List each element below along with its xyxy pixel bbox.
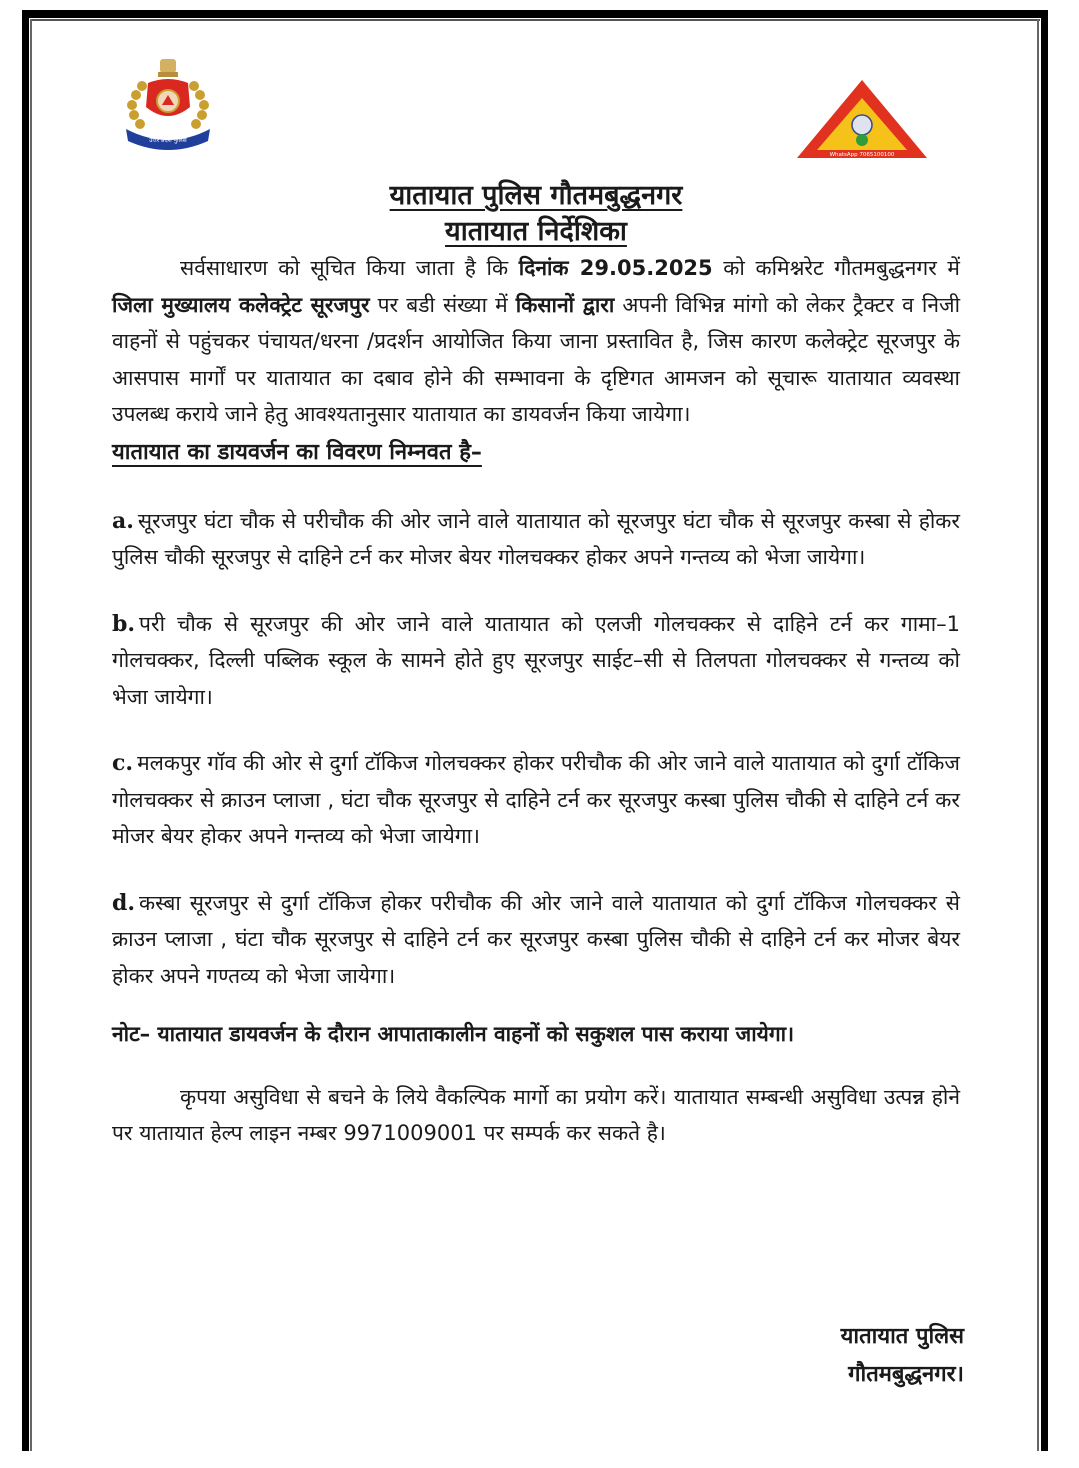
closing-text-2: पर सम्पर्क कर सकते है। (476, 1121, 666, 1145)
note-paragraph: नोट– यातायात डायवर्जन के दौरान आपाताकालीन वाहनों को सकुशल पास कराया जायेगा। (112, 1022, 795, 1046)
document-border-right (1041, 10, 1048, 1451)
document-border-left-inner (30, 19, 32, 1451)
diversion-item-b (112, 606, 960, 716)
intro-text-2: को कमिश्नरेट गौतमबुद्धनगर में (712, 256, 960, 280)
item-text: परी चौक से सूरजपुर की ओर जाने वाले यातायात को एलजी गोलचक्कर से दाहिने टर्न कर गामा–1 गोलचक्कर, दिल्ली पब्लिक स्कूल के सामने होते हुए सूरजपुर साईट–सी से तिलपता गोलचक्कर से गन्तव्य को भेजा जायेगा। (112, 611, 960, 709)
document-body (112, 178, 960, 1152)
document-border-top (22, 10, 1048, 18)
signature-block (841, 1318, 964, 1394)
intro-text-1: सर्वसाधारण को सूचित किया जाता है कि (180, 256, 519, 280)
signature-line-1: यातायात पुलिस (840, 1324, 964, 1349)
intro-text-3: पर बडी संख्या में (369, 292, 516, 317)
diversion-item-d (112, 885, 960, 995)
document-border-right-inner (1037, 19, 1039, 1451)
diversion-heading: यातायात का डायवर्जन का विवरण निम्नवत है– (112, 439, 482, 465)
item-text: सूरजपुर घंटा चौक से परीचौक की ओर जाने वाले यातायात को सूरजपुर घंटा चौक से सूरजपुर कस्बा से होकर पुलिस चौकी सूरजपुर से दाहिने टर्न कर मोजर बेयर गोलचक्कर होकर अपने गन्तव्य को भेजा जायेगा। (112, 508, 960, 569)
page-subtitle-text: यातायात निर्देशिका (445, 216, 627, 247)
item-label: a. (112, 507, 134, 534)
closing-text-1: कृपया असुविधा से बचने के लिये वैकल्पिक मार्गो का प्रयोग करें। यातायात सम्बन्धी असुविधा उत्पन्न होने पर यातायात हेल्प लाइन नम्बर (112, 1084, 960, 1145)
up-traffic-police-logo-icon (795, 78, 929, 160)
signature-line-2: गौतमबुद्धनगर। (848, 1362, 964, 1387)
venue: जिला मुख्यालय कलेक्ट्रेट सूरजपुर (112, 292, 370, 317)
diversion-item-c (112, 745, 960, 855)
document-border-top-inner (30, 19, 1040, 21)
item-label: c. (112, 750, 134, 776)
whatsapp-number-text: WhatsApp 7065100100 (829, 152, 895, 158)
emblem-ribbon-text: उत्तर प्रदेश पुलिस (149, 137, 187, 144)
page-title (112, 178, 960, 214)
item-text: कस्बा सूरजपुर से दुर्गा टॉकिज होकर परीचौक की ओर जाने वाले यातायात को दुर्गा टॉकिज गोलचक्कर से क्राउन प्लाजा , घंटा चौक सूरजपुर से दाहिने टर्न कर सूरजपुर कस्बा पुलिस चौकी से दाहिने टर्न कर मोजर बेयर होकर अपने गण्तव्य को भेजा जायेगा। (112, 890, 960, 988)
item-text: मलकपुर गॉव की ओर से दुर्गा टॉकिज गोलचक्कर होकर परीचौक की ओर जाने वाले यातायात को दुर्गा टॉकिज गोलचक्कर से क्राउन प्लाजा , घंटा चौक सूरजपुर से दाहिने टर्न कर सूरजपुर कस्बा पुलिस चौकी से दाहिने टर्न कर मोजर बेयर होकर अपने गन्तव्य को भेजा जायेगा। (112, 751, 960, 848)
helpline-number: 9971009001 (343, 1121, 477, 1145)
page-subtitle (112, 214, 960, 250)
notice-date: दिनांक 29.05.2025 (518, 256, 713, 280)
document-border-left (22, 10, 29, 1451)
up-police-emblem-icon (118, 55, 218, 155)
page-title-text: यातायात पुलिस गौतमबुद्धनगर (389, 180, 683, 211)
diversion-item-a (112, 503, 960, 576)
item-label: b. (112, 610, 136, 637)
item-label: d. (112, 889, 136, 916)
intro-paragraph (112, 250, 960, 433)
closing-paragraph (112, 1079, 960, 1152)
organizers: किसानों द्वारा (515, 292, 615, 317)
intro-text-4: अपनी विभिन्न मांगो को लेकर ट्रैक्टर व निजी वाहनों से पहुंचकर पंचायत/धरना /प्रदर्शन आयोजित किया जाना प्रस्तावित है, जिस कारण कलेक्ट्रेट सूरजपुर के आसपास मार्गों पर यातायात का दबाव होने की सम्भावना के दृष्टिगत आमजन को सूचारू यातायात व्यवस्था उपलब्ध कराये जाने हेतु आवश्यतानुसार यातायात का डायवर्जन किया जायेगा। (112, 292, 961, 426)
